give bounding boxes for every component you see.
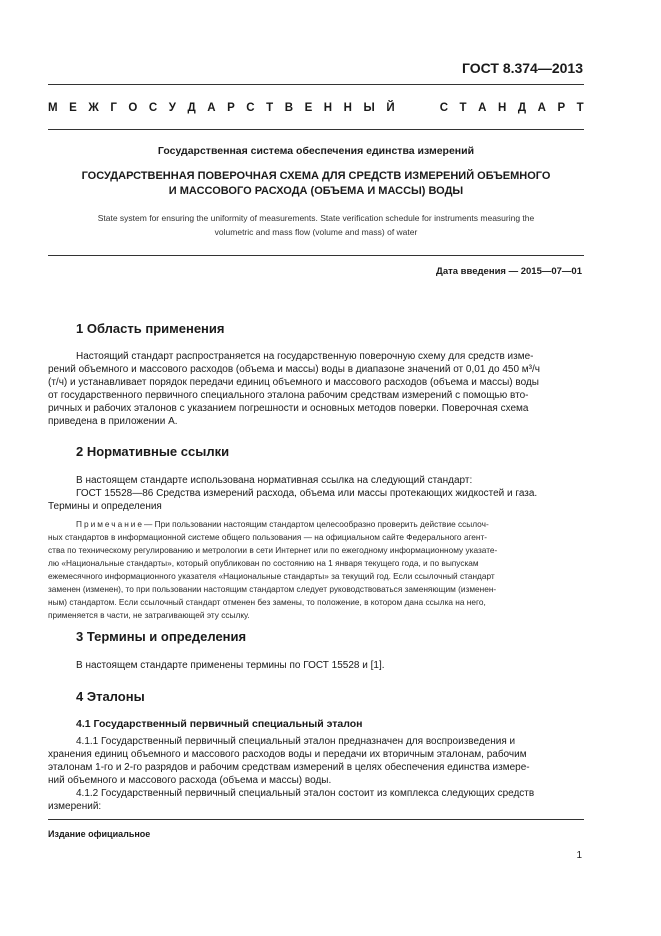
banner-letter: А — [207, 102, 216, 114]
banner-letter: С — [439, 102, 448, 114]
text-line: В настоящем стандарте использована нормативная ссылка на следующий стандарт: — [76, 475, 473, 486]
banner-letter: Т — [576, 102, 584, 114]
banner-letter: А — [478, 102, 487, 114]
note-line: лю «Национальные стандарты», который опубликован по состоянию на 1 января текущего года, и по выпускам — [48, 558, 479, 568]
text-line: 4.1.2 Государственный первичный специальный эталон состоит из комплекса следующих средств — [76, 788, 535, 799]
title-line: ГОСУДАРСТВЕННАЯ ПОВЕРОЧНАЯ СХЕМА ДЛЯ СРЕДСТВ ИЗМЕРЕНИЙ ОБЪЕМНОГО — [81, 170, 551, 182]
note-line: ным) стандартом. Если ссылочный стандарт отменен без замены, то положение, в котором дана ссылка на него, — [48, 597, 486, 607]
note-line: ства по техническому регулированию и метрологии в сети Интернет или по ежегодному информационному указате- — [48, 545, 498, 555]
text-line: Термины и определения — [48, 501, 162, 512]
text-line: В настоящем стандарте применены термины по ГОСТ 15528 и [1]. — [76, 660, 385, 671]
banner-letter: Й — [386, 102, 395, 114]
note-line — [76, 518, 584, 531]
banner-letter: С — [246, 102, 255, 114]
banner-letter: М — [48, 102, 58, 114]
header-rule — [48, 84, 584, 85]
interstate-standard-banner — [48, 102, 584, 114]
note-text: — При пользовании настоящим стандартом целесообразно проверить действие ссылоч- — [144, 519, 489, 529]
banner-letter: Е — [69, 102, 77, 114]
note-line: ных стандартов в информационной системе общего пользования — на официальном сайте Федерального агент- — [48, 532, 488, 542]
note-line: применяется в части, не затрагивающей эту ссылку. — [48, 610, 250, 620]
banner-letter: Н — [323, 102, 333, 114]
section-heading: 4 Эталоны — [76, 689, 145, 704]
text-line: измерений: — [48, 801, 102, 812]
series-title: Государственная система обеспечения единства измерений — [157, 145, 475, 157]
section-paragraph — [48, 350, 584, 428]
banner-letter: У — [168, 102, 176, 114]
introduction-date: Дата введения — 2015—07—01 — [436, 266, 582, 277]
banner-letter: Ы — [363, 102, 375, 114]
english-title-line: volumetric and mass flow (volume and mass) of water — [214, 227, 418, 237]
section-paragraph — [76, 659, 584, 672]
banner-letter: Д — [187, 102, 196, 114]
text-line: Настоящий стандарт распространяется на государственную поверочную схему для средств изме- — [76, 351, 534, 362]
title-line: И МАССОВОГО РАСХОДА (ОБЪЕМА И МАССЫ) ВОДЫ — [168, 185, 464, 197]
section-heading: 1 Область применения — [76, 321, 225, 336]
banner-letter: В — [284, 102, 294, 114]
text-line: ний объемного и массового расхода (объема и массы) воды. — [48, 775, 332, 786]
banner-gap — [406, 102, 428, 114]
footer-rule — [48, 819, 584, 820]
banner-letter: О — [128, 102, 138, 114]
banner-letter: Е — [304, 102, 313, 114]
banner-letter: Т — [459, 102, 467, 114]
banner-letter: Н — [343, 102, 352, 114]
title-rule — [48, 255, 584, 256]
text-line: от государственного первичного специального эталона рабочим средствам измерений с помощью вто- — [48, 390, 529, 401]
note-block — [48, 518, 584, 622]
banner-rule — [48, 129, 584, 130]
banner-letter: А — [537, 102, 546, 114]
subsection-heading: 4.1 Государственный первичный специальный эталон — [76, 718, 363, 730]
banner-letter: Р — [227, 102, 235, 114]
text-line: эталонам 1-го и 2-го разрядов и рабочим средствам измерений в целях обеспечения единства измере- — [48, 762, 530, 773]
banner-letter: Ж — [88, 102, 99, 114]
banner-letter: Р — [557, 102, 566, 114]
section-paragraph — [48, 474, 584, 513]
note-line: ежемесячного информационного указателя «Национальные стандарты» за текущий год. Если ссылочный стандарт — [48, 571, 495, 581]
english-title-line: State system for ensuring the uniformity of measurements. State verification schedule for instruments measuring the — [97, 213, 535, 223]
section-heading: 2 Нормативные ссылки — [76, 444, 230, 459]
text-line: приведена в приложении А. — [48, 416, 178, 427]
text-line: (т/ч) и устанавливает порядок передачи единиц объемного и массового расходов (объема и массы) воды — [48, 377, 539, 388]
english-title — [48, 211, 584, 239]
banner-letter: Г — [110, 102, 117, 114]
text-line: хранения единиц объемного и массового расходов воды и передачи их вторичным эталонам, рабочим — [48, 749, 527, 760]
section-heading: 3 Термины и определения — [76, 629, 247, 644]
note-line: заменен (изменен), то при пользовании настоящим стандартом следует руководствоваться заменяющим (изменен- — [48, 584, 497, 594]
gost-code: ГОСТ 8.374—2013 — [461, 60, 583, 76]
text-line: 4.1.1 Государственный первичный специальный эталон предназначен для воспроизведения и — [76, 736, 516, 747]
note-label: Примечание — [76, 519, 145, 529]
banner-letter: Т — [266, 102, 274, 114]
edition-label: Издание официальное — [48, 829, 151, 839]
banner-letter: Н — [497, 102, 507, 114]
banner-letter: Д — [517, 102, 527, 114]
document-title — [60, 169, 572, 199]
text-line: ричных и рабочих эталонов с указанием погрешности и основных методов поверки. Поверочная схема — [48, 403, 529, 414]
banner-letter: С — [148, 102, 158, 114]
text-line: рений объемного и массового расходов (объема и массы) воды в диапазоне значений от 0,01 до 450 м³/ч — [48, 364, 540, 375]
section-paragraph — [48, 735, 584, 813]
text-line: ГОСТ 15528—86 Средства измерений расхода, объема или массы протекающих жидкостей и газа. — [76, 488, 538, 499]
page-number: 1 — [576, 850, 582, 861]
